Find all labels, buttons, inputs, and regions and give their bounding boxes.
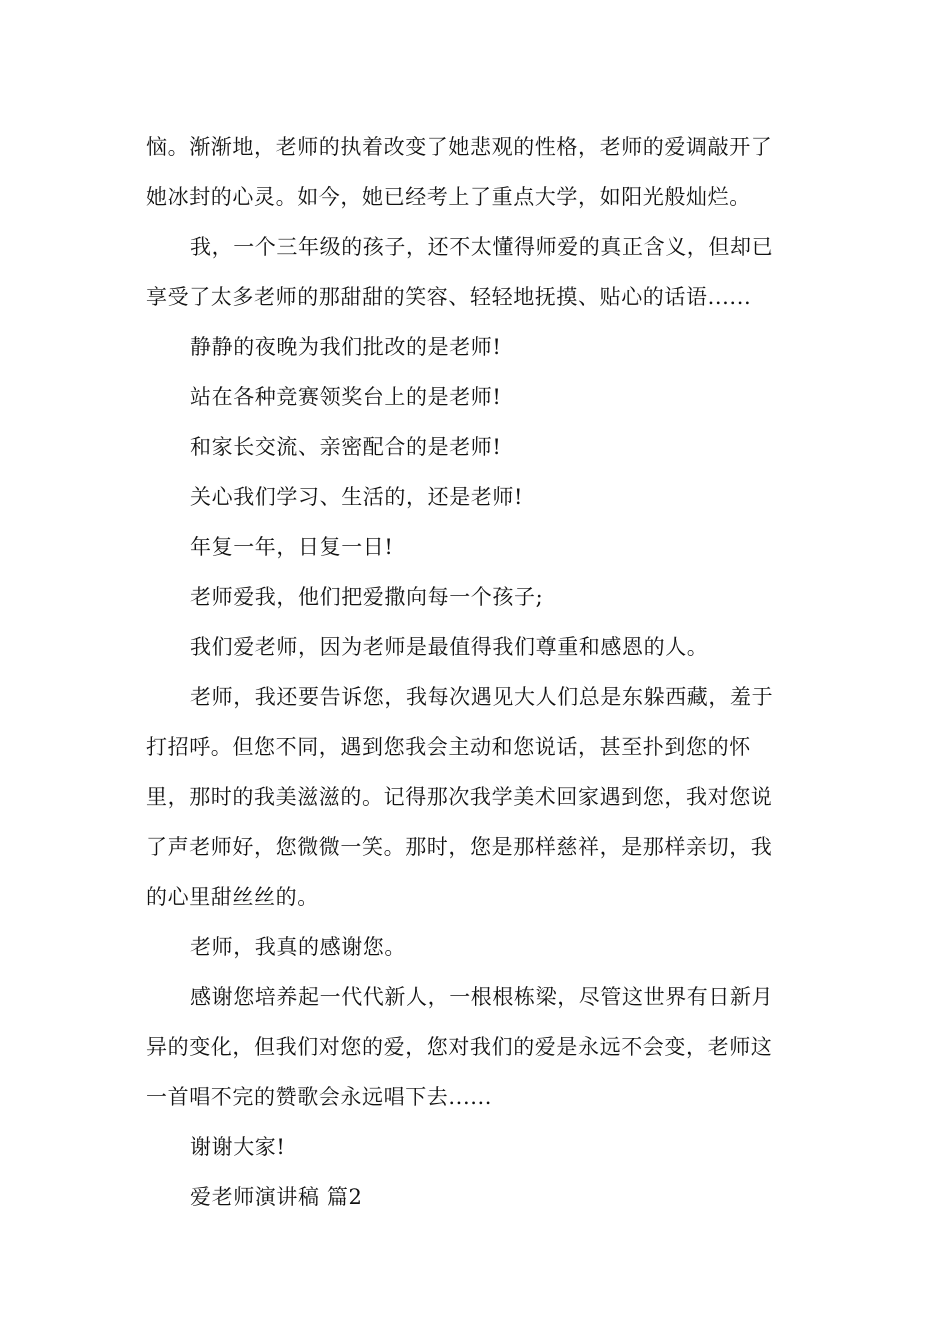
paragraph-line: 老师，我真的感谢您。 (190, 935, 406, 959)
paragraph-start-line: 感谢您培养起一代代新人，一根根栋梁，尽管这世界有日新月 (190, 985, 774, 1009)
text-line: 她冰封的心灵。如今，她已经考上了重点大学，如阳光般灿烂。 (146, 185, 751, 209)
text-line: 打招呼。但您不同，遇到您我会主动和您说话，甚至扑到您的怀 (146, 735, 751, 759)
text-line: 的心里甜丝丝的。 (146, 885, 319, 909)
paragraph-line: 我们爱老师，因为老师是最值得我们尊重和感恩的人。 (190, 635, 709, 659)
text-line: 一首唱不完的赞歌会永远唱下去...... (146, 1085, 493, 1109)
paragraph-line: 老师爱我，他们把爱撒向每一个孩子; (190, 585, 544, 609)
paragraph-start-line: 老师，我还要告诉您，我每次遇见大人们总是东躲西藏，羞于 (190, 685, 774, 709)
paragraph-line: 关心我们学习、生活的，还是老师! (190, 485, 524, 509)
paragraph-line: 站在各种竞赛领奖台上的是老师! (190, 385, 502, 409)
paragraph-start-line: 我，一个三年级的孩子，还不太懂得师爱的真正含义，但却已 (190, 235, 774, 259)
text-line: 异的变化，但我们对您的爱，您对我们的爱是永远不会变，老师这 (146, 1035, 773, 1059)
paragraph-line: 年复一年，日复一日! (190, 535, 394, 559)
paragraph-line: 和家长交流、亲密配合的是老师! (190, 435, 502, 459)
section-heading: 爱老师演讲稿 篇2 (190, 1185, 363, 1209)
paragraph-line: 静静的夜晚为我们批改的是老师! (190, 335, 502, 359)
closing-line: 谢谢大家! (190, 1135, 286, 1159)
text-line: 享受了太多老师的那甜甜的笑容、轻轻地抚摸、贴心的话语...... (146, 285, 752, 309)
text-line: 恼。渐渐地，老师的执着改变了她悲观的性格，老师的爱调敲开了 (146, 135, 773, 159)
text-line: 里，那时的我美滋滋的。记得那次我学美术回家遇到您，我对您说 (146, 785, 773, 809)
document-body (146, 122, 808, 1222)
text-line: 了声老师好，您微微一笑。那时，您是那样慈祥，是那样亲切，我 (146, 835, 773, 859)
